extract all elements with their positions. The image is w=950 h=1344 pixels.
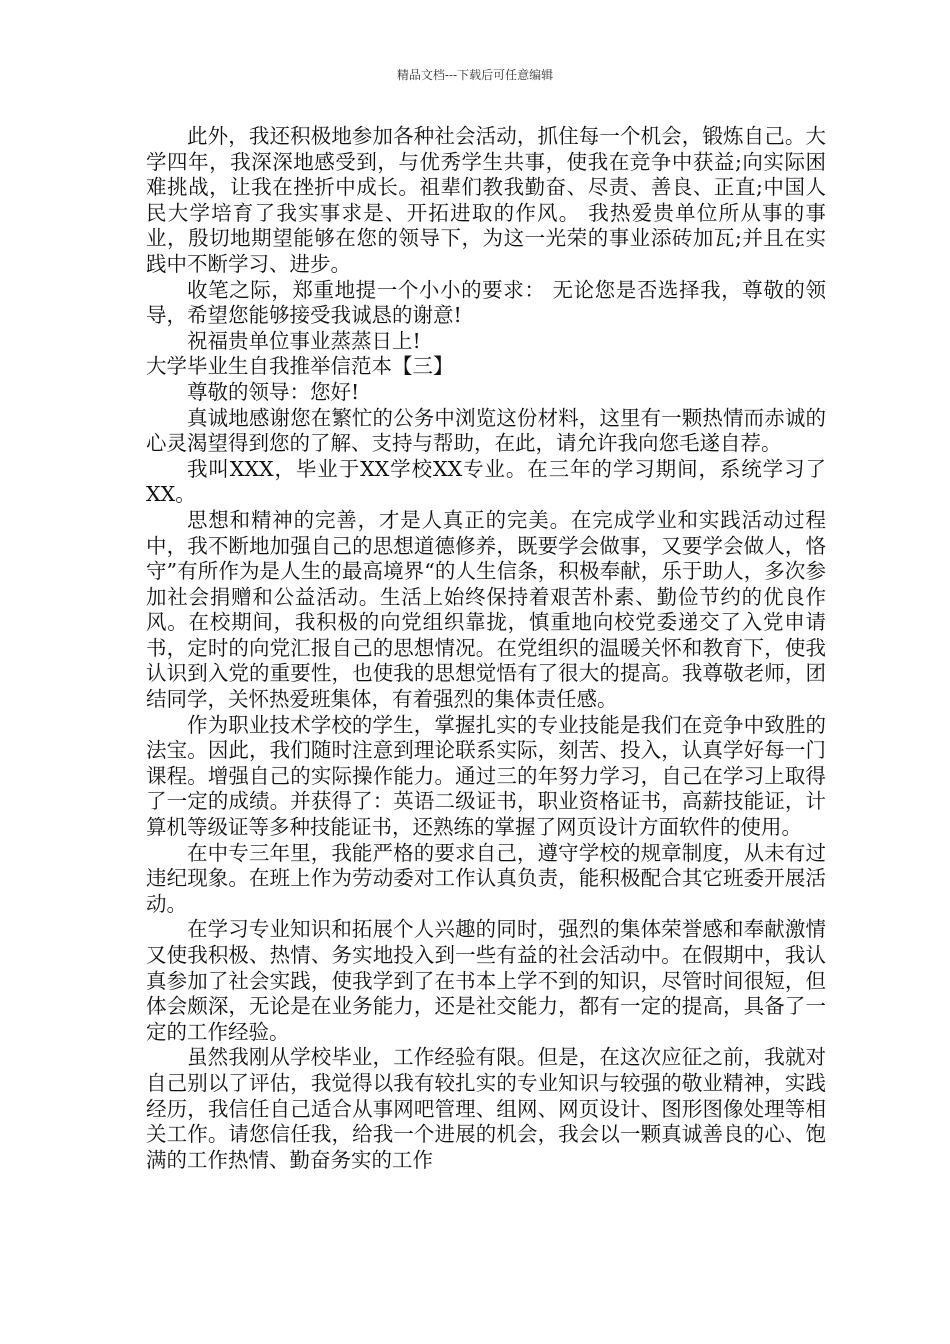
page-header: 精品文档---下载后可任意编辑 bbox=[396, 68, 554, 82]
salutation: 尊敬的领导：您好! bbox=[187, 379, 360, 404]
document-body bbox=[146, 124, 826, 1173]
paragraph: 虽然我刚从学校毕业，工作经验有限。但是，在这次应征之前，我就对自己别以了评估，我觉得以我有较扎实的专业知识与较强的敬业精神，实践经历，我信任自己适合从事网吧管理、组网、网页设计、图形图像处理等相关工作。请您信任我，给我一个进展的机会，我会以一颗真诚善良的心、饱满的工作热情、勤奋务实的工作 bbox=[146, 1045, 826, 1172]
paragraph: 在中专三年里，我能严格的要求自己，遵守学校的规章制度，从未有过违纪现象。在班上作为劳动委对工作认真负责，能积极配合其它班委开展活动。 bbox=[146, 840, 826, 916]
paragraph: 收笔之际，郑重地提一个小小的要求： 无论您是否选择我，尊敬的领导，希望您能够接受我诚恳的谢意! bbox=[146, 277, 826, 328]
section-title: 大学毕业生自我推举信范本【三】 bbox=[146, 354, 454, 379]
paragraph: 此外，我还积极地参加各种社会活动，抓住每一个机会，锻炼自己。大学四年，我深深地感受到，与优秀学生共事，使我在竞争中获益;向实际困难挑战，让我在挫折中成长。祖辈们教我勤奋、尽责、善良、正直;中国人民大学培育了我实事求是、开拓进取的作风。 我热爱贵单位所从事的事业，殷切地期望能够在您的领导下，为这一光荣的事业添砖加瓦;并且在实践中不断学习、进步。 bbox=[146, 124, 826, 276]
paragraph: 祝福贵单位事业蒸蒸日上! bbox=[187, 328, 421, 353]
paragraph: 作为职业技术学校的学生，掌握扎实的专业技能是我们在竞争中致胜的法宝。因此，我们随时注意到理论联系实际，刻苦、投入，认真学好每一门课程。增强自己的实际操作能力。通过三的年努力学习，自己在学习上取得了一定的成绩。并获得了：英语二级证书，职业资格证书，高薪技能证，计算机等级证等多种技能证书，还熟练的掌握了网页设计方面软件的使用。 bbox=[146, 712, 826, 840]
paragraph: 思想和精神的完善，才是人真正的完美。在完成学业和实践活动过程中，我不断地加强自己的思想道德修养，既要学会做事，又要学会做人，恪守”有所作为是人生的最高境界“的人生信条，积极奉献，乐于助人，多次参加社会捐赠和公益活动。生活上始终保持着艰苦朴素、勤俭节约的优良作风。在校期间，我积极的向党组织靠拢，慎重地向校党委递交了入党申请书，定时的向党汇报自己的思想情况。在党组织的温暖关怀和教育下，使我认识到入党的重要性，也使我的思想觉悟有了很大的提高。我尊敬老师，团结同学，关怀热爱班集体，有着强烈的集体责任感。 bbox=[146, 507, 826, 712]
paragraph: 真诚地感谢您在繁忙的公务中浏览这份材料，这里有一颗热情而赤诚的心灵渴望得到您的了解、支持与帮助，在此，请允许我向您毛遂自荐。 bbox=[146, 405, 826, 456]
paragraph: 我叫XXX，毕业于XX学校XX专业。在三年的学习期间，系统学习了XX。 bbox=[146, 456, 826, 507]
paragraph: 在学习专业知识和拓展个人兴趣的同时，强烈的集体荣誉感和奉献激情又使我积极、热情、务实地投入到一些有益的社会活动中。在假期中，我认真参加了社会实践，使我学到了在书本上学不到的知识，尽管时间很短，但体会颇深，无论是在业务能力，还是社交能力，都有一定的提高，具备了一定的工作经验。 bbox=[146, 917, 826, 1044]
